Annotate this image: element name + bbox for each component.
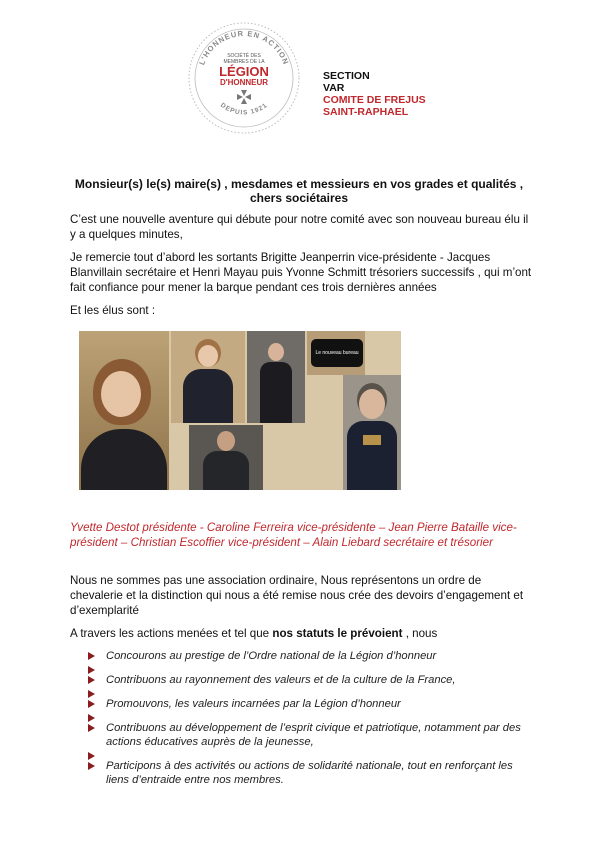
list-item bbox=[88, 697, 538, 711]
thanks-paragraph: Je remercie tout d’abord les sortants Brigitte Jeanperrin vice-présidente - Jacques Blanvillain secrétaire et Henri Mayau puis Yvonne Schmitt trésoriers successifs , qui m’ont fait confiance pour mener la barque pendant ces trois dernières années bbox=[70, 251, 532, 294]
section-city: SAINT-RAPHAEL bbox=[323, 106, 409, 118]
photo-secretary bbox=[189, 425, 263, 490]
legion-honneur-logo bbox=[186, 20, 302, 136]
photo-caption-panel bbox=[307, 331, 365, 375]
section-header bbox=[323, 70, 426, 118]
logo-arc-bottom-text: DEPUIS 1921 bbox=[219, 101, 269, 117]
list-item bbox=[88, 759, 538, 787]
actions-text-post: , nous bbox=[402, 627, 438, 640]
arrow-bullet-icon bbox=[88, 676, 95, 684]
salutation-line1: Monsieur(s) le(s) maire(s) , mesdames et messieurs en vos grades et qualités , bbox=[74, 177, 524, 191]
photo-vice-president-2 bbox=[247, 331, 305, 423]
bullet-text: Contribuons au rayonnement des valeurs et de la culture de la France, bbox=[106, 674, 456, 686]
list-item bbox=[88, 663, 538, 673]
actions-text-pre: A travers les actions menées et tel que bbox=[70, 627, 273, 640]
list-item bbox=[88, 749, 538, 759]
arrow-bullet-icon bbox=[88, 762, 95, 770]
actions-paragraph bbox=[70, 626, 535, 641]
bullet-text: Promouvons, les valeurs incarnées par la Légion d’honneur bbox=[106, 698, 401, 710]
photo-president bbox=[79, 331, 169, 490]
bullet-text: Contribuons au développement de l’esprit civique et patriotique, notamment par des actions éducatives auprès de la jeunesse, bbox=[106, 722, 521, 748]
logo-society-line2: MEMBRES DE LA bbox=[223, 59, 265, 65]
logo-society-line1: SOCIÉTÉ DES bbox=[227, 53, 261, 59]
logo-arc-top-text: L'HONNEUR EN ACTION bbox=[197, 28, 291, 67]
list-item bbox=[88, 673, 538, 687]
section-line1: SECTION bbox=[323, 70, 370, 82]
list-item bbox=[88, 711, 538, 721]
arrow-bullet-icon bbox=[88, 724, 95, 732]
section-committee: COMITE DE FREJUS bbox=[323, 94, 426, 106]
actions-text-bold: nos statuts le prévoient bbox=[272, 627, 403, 640]
list-item bbox=[88, 649, 538, 663]
arrow-bullet-icon bbox=[88, 700, 95, 708]
svg-text:DEPUIS 1921 bbox=[219, 102, 269, 117]
maltese-cross-icon bbox=[237, 90, 251, 104]
photo-vice-president-3 bbox=[343, 375, 401, 490]
elected-intro: Et les élus sont : bbox=[70, 304, 156, 317]
logo-name-line1: LÉGION bbox=[219, 64, 269, 79]
association-paragraph: Nous ne sommes pas une association ordinaire, Nous représentons un ordre de chevalerie et la distinction qui nous a été remise nous crée des devoirs d’engagement et d’exemplarité bbox=[70, 574, 524, 617]
actions-bullet-list bbox=[88, 649, 538, 787]
collage-caption: Le nouveau bureau bbox=[311, 339, 363, 367]
elected-list: Yvette Destot présidente - Caroline Ferreira vice-présidente – Jean Pierre Bataille vice-président – Christian Escoffier vice-président – Alain Liebard secrétaire et trésorier bbox=[70, 521, 517, 549]
bullet-text: Concourons au prestige de l’Ordre national de la Légion d’honneur bbox=[106, 650, 437, 662]
salutation-heading bbox=[64, 177, 534, 205]
list-item bbox=[88, 687, 538, 697]
intro-paragraph: C’est une nouvelle aventure qui débute pour notre comité avec son nouveau bureau élu il y a quelques minutes, bbox=[70, 213, 529, 241]
board-photo-collage bbox=[79, 331, 401, 490]
arrow-bullet-icon bbox=[88, 652, 95, 660]
bullet-text: Participons à des activités ou actions de solidarité nationale, tout en renforçant les liens d’entraide entre nos membres. bbox=[106, 760, 513, 786]
photo-vice-president-1 bbox=[171, 331, 245, 423]
salutation-line2: chers sociétaires bbox=[249, 191, 349, 205]
list-item bbox=[88, 721, 538, 749]
section-line2: VAR bbox=[323, 82, 345, 94]
logo-name-line2: D'HONNEUR bbox=[219, 78, 269, 87]
